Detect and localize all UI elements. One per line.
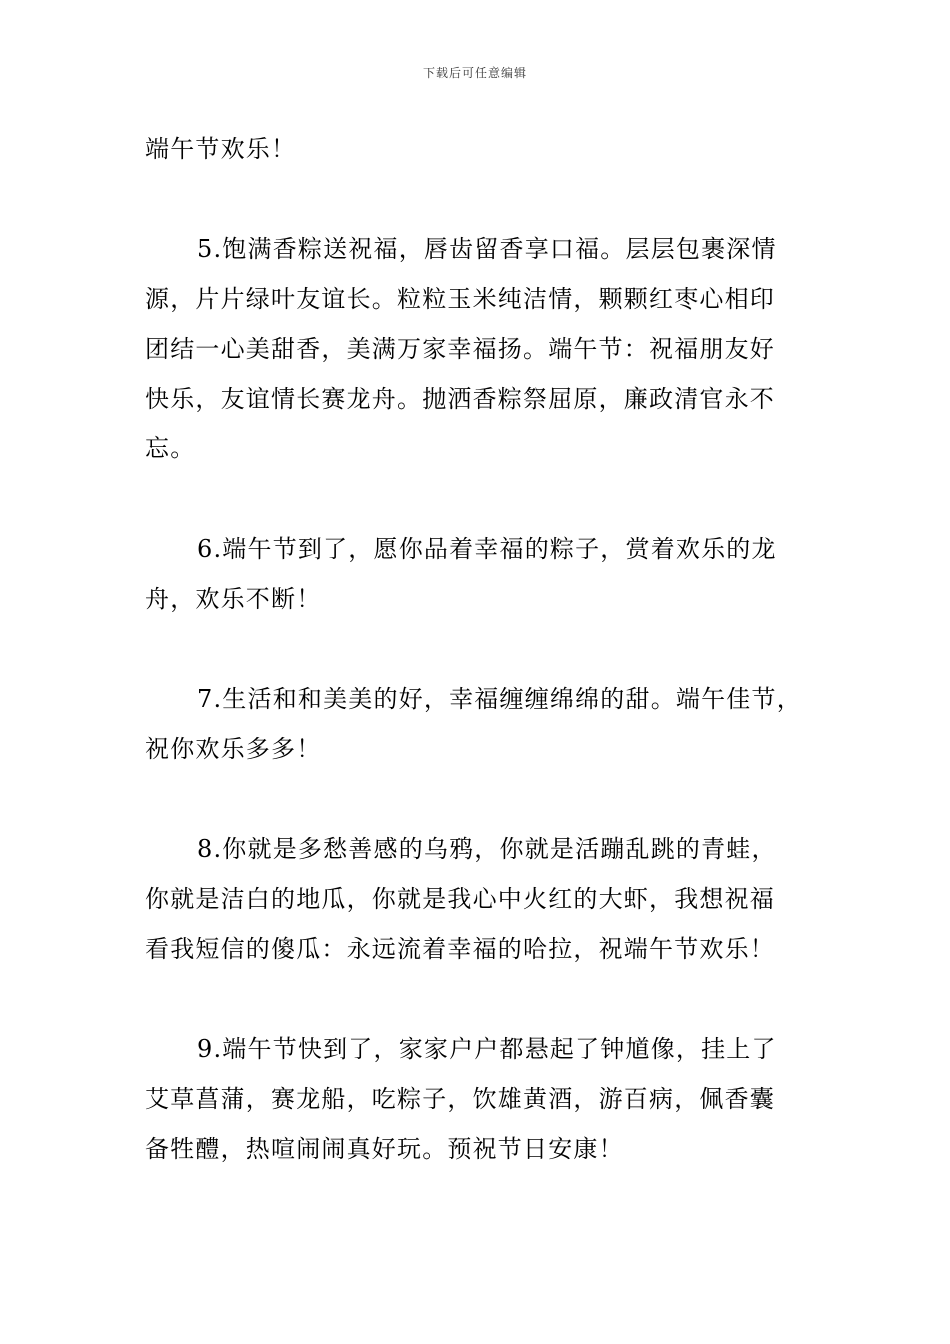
paragraph-9-line-3: 备牲醴，热喧闹闹真好玩。预祝节日安康！ <box>145 1135 624 1163</box>
paragraph-6-line-2: 舟，欢乐不断！ <box>145 585 322 613</box>
paragraph-5-line-3: 团结一心美甜香，美满万家幸福扬。端午节：祝福朋友好 <box>145 335 775 363</box>
paragraph-8-line-3: 看我短信的傻瓜：永远流着幸福的哈拉，祝端午节欢乐！ <box>145 935 775 963</box>
paragraph-9-line-2: 艾草菖蒲，赛龙船，吃粽子，饮雄黄酒，游百病，佩香囊 <box>145 1085 775 1113</box>
paragraph-6-line-1: 6.端午节到了，愿你品着幸福的粽子，赏着欢乐的龙 <box>197 535 777 563</box>
paragraph-8-line-1: 8.你就是多愁善感的乌鸦，你就是活蹦乱跳的青蛙， <box>197 835 777 863</box>
paragraph-5-line-1: 5.饱满香粽送祝福，唇齿留香享口福。层层包裹深情 <box>197 235 777 263</box>
page-header: 下载后可任意编辑 <box>422 66 527 80</box>
paragraph-5-line-2: 源，片片绿叶友谊长。粒粒玉米纯洁情，颗颗红枣心相印 <box>145 285 775 313</box>
paragraph-7-line-2: 祝你欢乐多多！ <box>145 735 322 763</box>
paragraph-7-line-1: 7.生活和和美美的好，幸福缠缠绵绵的甜。端午佳节， <box>197 685 802 713</box>
paragraph-4-line-1: 端午节欢乐！ <box>145 135 297 163</box>
paragraph-5-line-5: 忘。 <box>145 434 196 462</box>
paragraph-8-line-2: 你就是洁白的地瓜，你就是我心中火红的大虾，我想祝福 <box>145 885 775 913</box>
paragraph-9-line-1: 9.端午节快到了，家家户户都悬起了钟馗像，挂上了 <box>197 1035 777 1063</box>
paragraph-5-line-4: 快乐，友谊情长赛龙舟。抛洒香粽祭屈原，廉政清官永不 <box>145 385 775 413</box>
